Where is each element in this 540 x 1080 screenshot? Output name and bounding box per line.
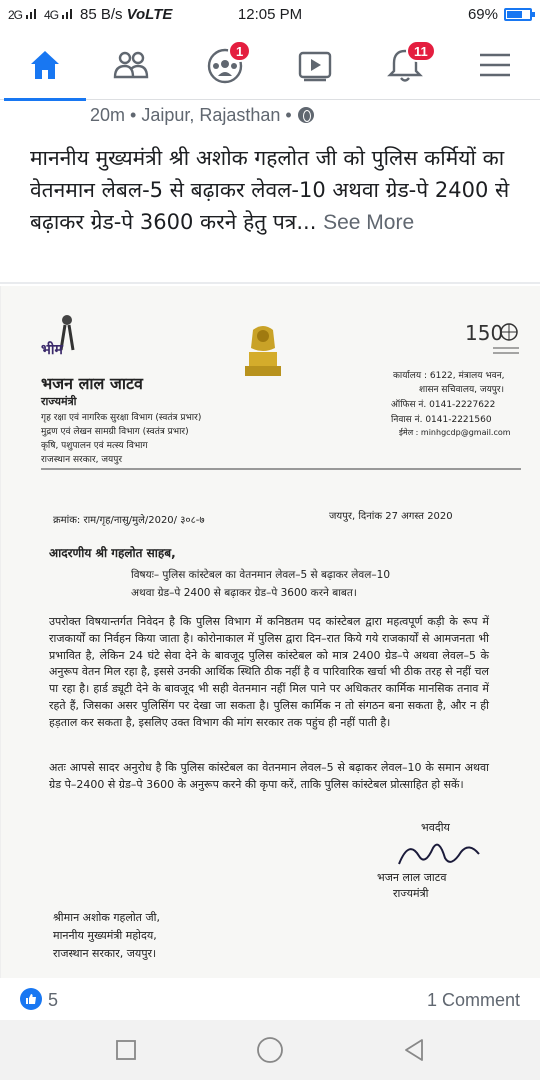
- nav-home-tab[interactable]: [0, 30, 90, 100]
- volte-label: VoLTE: [126, 6, 173, 23]
- minister-name: भजन लाल जाटव: [41, 374, 143, 393]
- ashoka-emblem-icon: [239, 322, 287, 388]
- letter-para-2: अतः आपसे सादर अनुरोध है कि पुलिस कांस्टेबल का वेतनमान लेवल–5 से बढ़ाकर लेवल–10 के समान अथवा ग्रेड पे–2400 से ग्रेड–पे 3600 के अनुरूप करने की कृपा करें, ताकि पुलिस कांस्टेबल प्रोत्साहित हो सकें।: [49, 761, 489, 791]
- anniversary-logo-icon: [463, 320, 521, 362]
- letter-para-1: उपरोक्त विषयान्तर्गत निवेदन है कि पुलिस विभाग में कनिष्ठतम पद कांस्टेबल द्वारा महत्वपूर्ण कड़ी के रूप में राजकार्यों का निर्वहन किया जाता है। कोरोनाकाल में पुलिस द्वारा दिन–रात किये गये राजकार्यों से आमजनता भी प्रभावित है, लेकिन 24 घंटे सेवा देने के बावजूद पुलिस कांस्टेबल को मात्र 2400 ग्रेड–पे अथवा लेवल–5 के अनुरूप वेतन मिल रहा है, इससे उनकी आर्थिक स्थिति ठीक नहीं है व पारिवारिक खर्चा भी ठीक तरह से नहीं चल पा रहा है। हार्ड ड्यूटी देने के बावजूद भी सही वेतनमान नहीं मिल पाने पर अधिकतर कार्मिक मानसिक तनाव में रहते हैं, जिसका असर पुलिसिंग पर देखा जा सकता है। पुलिस कार्मिक न तो संगठन बना सकता है, और न ही हड़ताल कर सकता है, इसलिए उक्त विभाग की मांग सरकार तक पहुंच ही नहीं पाती है।: [49, 615, 489, 729]
- home-button[interactable]: [250, 1032, 290, 1068]
- letterhead-rule: [41, 468, 521, 470]
- dept-line-2: मुद्रण एवं लेखन सामग्री विभाग (स्वतंत्र प्रभार): [41, 427, 189, 437]
- status-bar: [0, 0, 540, 30]
- signature-icon: [389, 834, 489, 874]
- groups-badge: 1: [228, 40, 251, 62]
- clock: 12:05 PM: [237, 6, 303, 23]
- nav-notifications-tab[interactable]: [360, 30, 450, 100]
- minister-designation: राज्यमंत्री: [41, 395, 77, 408]
- post-divider: [0, 282, 540, 284]
- comment-count[interactable]: 1 Comment: [426, 990, 520, 1010]
- closing: भवदीय: [421, 821, 450, 834]
- android-nav-bar: [0, 1020, 540, 1080]
- friends-icon: [111, 45, 151, 85]
- see-more-link[interactable]: See More: [323, 211, 415, 234]
- back-triangle-icon: [402, 1038, 426, 1062]
- subject-line-2: अथवा ग्रेड–पे 2400 से बढ़ाकर ग्रेड–पे 3600 करने बाबत।: [131, 587, 357, 599]
- bhim-logo-text: भीम: [41, 342, 63, 358]
- salutation: आदरणीय श्री गहलोत साहब,: [49, 546, 176, 560]
- dept-line-4: राजस्थान सरकार, जयपुर: [41, 455, 123, 465]
- office-address-2: शासन सचिवालय, जयपुर।: [419, 385, 505, 395]
- watch-icon: [295, 45, 335, 85]
- like-count[interactable]: 5: [48, 990, 59, 1010]
- circle-icon: [256, 1036, 284, 1064]
- contact-email: ईमेल : minhgcdp@gmail.com: [399, 428, 511, 437]
- square-icon: [115, 1039, 137, 1061]
- top-nav-bar: [0, 30, 540, 100]
- addressee-line-1: श्रीमान अशोक गहलोत जी,: [53, 911, 160, 924]
- globe-icon: [298, 107, 314, 123]
- recents-button[interactable]: [106, 1032, 146, 1068]
- like-reaction-icon[interactable]: [20, 988, 42, 1010]
- dept-line-3: कृषि, पशुपालन एवं मत्स्य विभाग: [41, 441, 148, 451]
- notifications-badge: 11: [406, 40, 436, 62]
- home-phone: निवास नं. 0141-2221560: [391, 415, 492, 425]
- nav-friends-tab[interactable]: [86, 30, 176, 100]
- nav-groups-tab[interactable]: [180, 30, 270, 100]
- network-speed: 85 B/s: [80, 6, 123, 23]
- back-button[interactable]: [394, 1032, 434, 1068]
- post-time-location: 20m • Jaipur, Rajasthan •: [90, 104, 292, 125]
- home-icon: [25, 45, 65, 85]
- dept-line-1: गृह रक्षा एवं नागरिक सुरक्षा विभाग (स्वतंत्र प्रभार): [41, 413, 202, 423]
- addressee-line-2: माननीय मुख्यमंत्री महोदय,: [53, 929, 157, 942]
- letter-image[interactable]: [0, 286, 540, 978]
- office-phone: ऑफिस नं. 0141-2227622: [391, 400, 496, 410]
- signer-name: भजन लाल जाटव: [377, 871, 447, 884]
- post-text: [30, 142, 510, 239]
- battery-icon: [504, 8, 532, 21]
- signal-4g-label: 4G: [44, 7, 59, 22]
- nav-menu-tab[interactable]: [450, 30, 540, 100]
- battery-level: [507, 11, 522, 18]
- nav-watch-tab[interactable]: [270, 30, 360, 100]
- post-body: माननीय मुख्यमंत्री श्री अशोक गहलोत जी को पुलिस कर्मियों का वेतनमान लेबल-5 से बढ़ाकर लेवल-10 अथवा ग्रेड-पे 2400 से बढ़ाकर ग्रेड-पे 3600 करने हेतु पत्र...: [30, 146, 510, 234]
- svg-text:150: 150: [465, 321, 504, 345]
- office-address-1: कार्यालय : 6122, मंत्रालय भवन,: [393, 371, 505, 381]
- signer-title: राज्यमंत्री: [393, 887, 429, 900]
- reactions-bar: [0, 984, 540, 1018]
- subject-line-1: विषयः– पुलिस कांस्टेबल का वेतनमान लेवल–5 से बढ़ाकर लेवल–10: [131, 569, 390, 581]
- reference-number: क्रमांक: राम/गृह/नासु/मुले/2020/ ३०८-७: [53, 515, 205, 526]
- battery-percent: 69%: [467, 6, 498, 23]
- post-meta: [0, 100, 540, 130]
- letter-date: जयपुर, दिनांक 27 अगस्त 2020: [329, 511, 453, 522]
- menu-icon: [475, 45, 515, 85]
- addressee-line-3: राजस्थान सरकार, जयपुर।: [53, 947, 157, 960]
- signal-2g-label: 2G: [8, 7, 23, 22]
- status-right: [468, 6, 532, 23]
